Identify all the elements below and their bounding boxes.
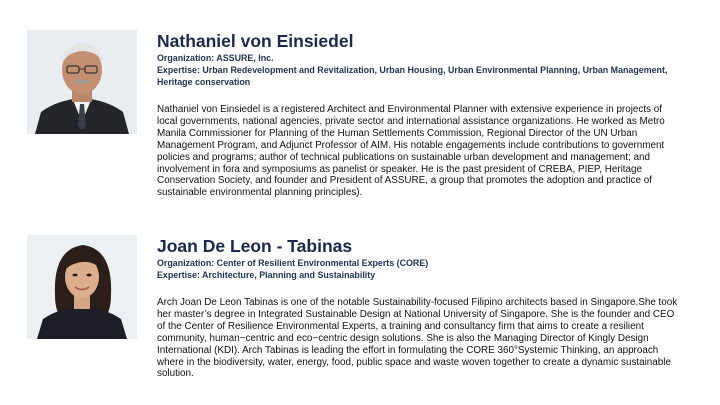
expertise-line: Expertise: Urban Redevelopment and Revitalization, Urban Housing, Urban Environmental Planning, Urban Management, Heritage conservation	[157, 65, 668, 87]
profile-bio: Nathaniel von Einsiedel is a registered Architect and Environmental Planner with extensive experience in projects of local governments, national agencies, private sector and international assistance organizations. He worked as Metro Manila Commissioner for Planning of the Human Settlements Commission, Regional Director of the UN Urban Management Program, and Adjunct Professor of AIM. His notable engagements include contributions to government policies and programs; author of technical publications on sustainable urban development and management; and involvement in fora and symposiums as panelist or speaker. He is the past president of CREBA, PIEP, Heritage Conservation Society, and founder and President of ASSURE, a group that promotes the adoption and practice of sustainable environmental planning principles).	[157, 104, 665, 199]
profile-name: Nathaniel von Einsiedel	[157, 31, 354, 51]
profile-text	[157, 30, 680, 199]
portrait-woman-image	[27, 235, 137, 339]
profile-bio: Arch Joan De Leon Tabinas is one of the notable Sustainability-focused Filipino architects based in Singapore.She took her master’s degree in Integrated Sustainable Design at National University of Singapore. She is the founder and CEO of the Center of Resilience Environmental Experts, a training and consultancy firm that aims to create a resilient community, human−centric and eco−centric design solutions. She is also the Managing Director of Kingly Design International (KDI). Arch Tabinas is leading the effort in formulating the CORE 360°Systemic Thinking, an approach where in the biodiversity, water, energy, food, public space and waste woven together to create a dynamic sustainable solution.	[157, 297, 678, 380]
organization-line: Organization: ASSURE, Inc.	[157, 53, 274, 63]
profile-name: Joan De Leon - Tabinas	[157, 236, 353, 256]
expertise-line: Expertise: Architecture, Planning and Sustainability	[157, 270, 376, 280]
portrait-man-image	[27, 30, 137, 134]
organization-line: Organization: Center of Resilient Environmental Experts (CORE)	[157, 258, 429, 268]
portrait-photo	[27, 30, 137, 134]
profile-text	[157, 235, 680, 380]
portrait-photo	[27, 235, 137, 339]
